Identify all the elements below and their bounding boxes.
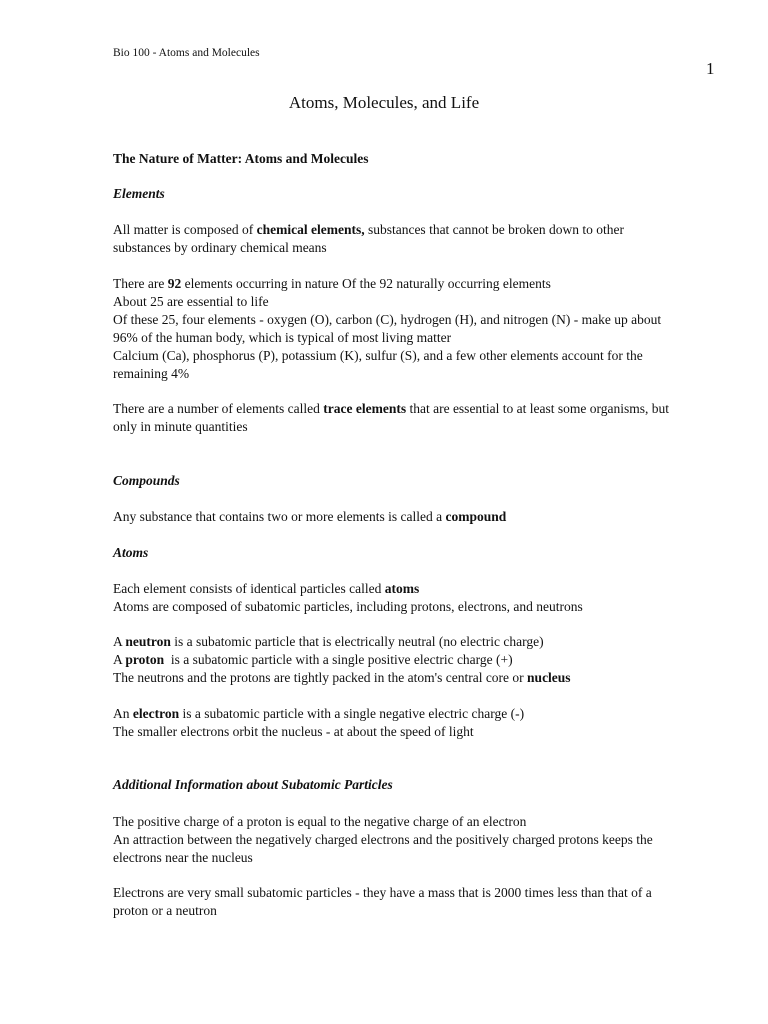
paragraph-electron xyxy=(113,705,673,741)
line: About 25 are essential to life xyxy=(113,294,269,309)
page-number: 1 xyxy=(706,59,715,78)
paragraph-neutron-proton xyxy=(113,633,673,687)
term-neutron: neutron xyxy=(125,634,171,649)
text: is a subatomic particle that is electrically neutral (no electric charge) xyxy=(170,634,544,649)
line: The smaller electrons orbit the nucleus - at about the speed of light xyxy=(113,724,474,739)
term-nucleus: nucleus xyxy=(527,670,571,685)
section-heading-nature-of-matter: The Nature of Matter: Atoms and Molecules xyxy=(113,151,369,166)
heading-compounds: Compounds xyxy=(113,473,180,488)
text: There are xyxy=(113,276,168,291)
paragraph-charges xyxy=(113,813,673,867)
paragraph-electron-mass: Electrons are very small subatomic particles - they have a mass that is 2000 times less than that of a proton or a neutron xyxy=(113,885,652,918)
term-atoms: atoms xyxy=(384,581,420,596)
text: There are a number of elements called xyxy=(113,401,324,416)
line xyxy=(113,651,673,669)
line: An attraction between the negatively charged electrons and the positively charged protons keeps the electrons near the nucleus xyxy=(113,832,653,865)
line xyxy=(113,705,673,723)
paragraph-chemical-elements xyxy=(113,221,673,257)
running-header: Bio 100 - Atoms and Molecules xyxy=(113,47,260,59)
paragraph-compound xyxy=(113,508,673,526)
text: A xyxy=(113,652,126,667)
text: that are essential to at least some organisms, but only in minute quantities xyxy=(113,401,670,434)
paragraph-element-counts xyxy=(113,275,673,383)
line: The positive charge of a proton is equal to the negative charge of an electron xyxy=(113,814,527,829)
text: Each element consists of identical particles called xyxy=(113,581,385,596)
document-title: Atoms, Molecules, and Life xyxy=(288,93,480,112)
term-chemical-elements: chemical elements, xyxy=(256,222,365,237)
term-trace-elements: trace elements xyxy=(323,401,407,416)
line: Atoms are composed of subatomic particles, including protons, electrons, and neutrons xyxy=(113,599,583,614)
line: Calcium (Ca), phosphorus (P), potassium (K), sulfur (S), and a few other elements account for the remaining 4% xyxy=(113,348,643,381)
heading-atoms: Atoms xyxy=(113,545,149,560)
text: A xyxy=(113,634,126,649)
term-92: 92 xyxy=(167,276,182,291)
paragraph-atoms xyxy=(113,580,673,616)
text: Any substance that contains two or more elements is called a xyxy=(113,509,446,524)
heading-elements: Elements xyxy=(113,186,165,201)
heading-additional-information: Additional Information about Subatomic Particles xyxy=(113,777,393,792)
text: An xyxy=(113,706,133,721)
line: Of these 25, four elements - oxygen (O), carbon (C), hydrogen (H), and nitrogen (N) - make up about 96% of the human body, which is typical of most living matter xyxy=(113,312,662,345)
term-electron: electron xyxy=(132,706,180,721)
text: All matter is composed of xyxy=(113,222,257,237)
text: The neutrons and the protons are tightly packed in the atom's central core or xyxy=(113,670,528,685)
line xyxy=(113,633,673,651)
text: is a subatomic particle with a single negative electric charge (-) xyxy=(179,706,525,721)
line xyxy=(113,669,673,687)
term-compound: compound xyxy=(445,509,507,524)
paragraph-trace-elements xyxy=(113,400,673,436)
text: substances that cannot be broken down to other substances by ordinary chemical means xyxy=(113,222,625,255)
term-proton: proton xyxy=(125,652,165,667)
line xyxy=(113,275,673,293)
text: is a subatomic particle with a single positive electric charge (+) xyxy=(164,652,513,667)
text: elements occurring in nature Of the 92 naturally occurring elements xyxy=(181,276,551,291)
line xyxy=(113,580,673,598)
